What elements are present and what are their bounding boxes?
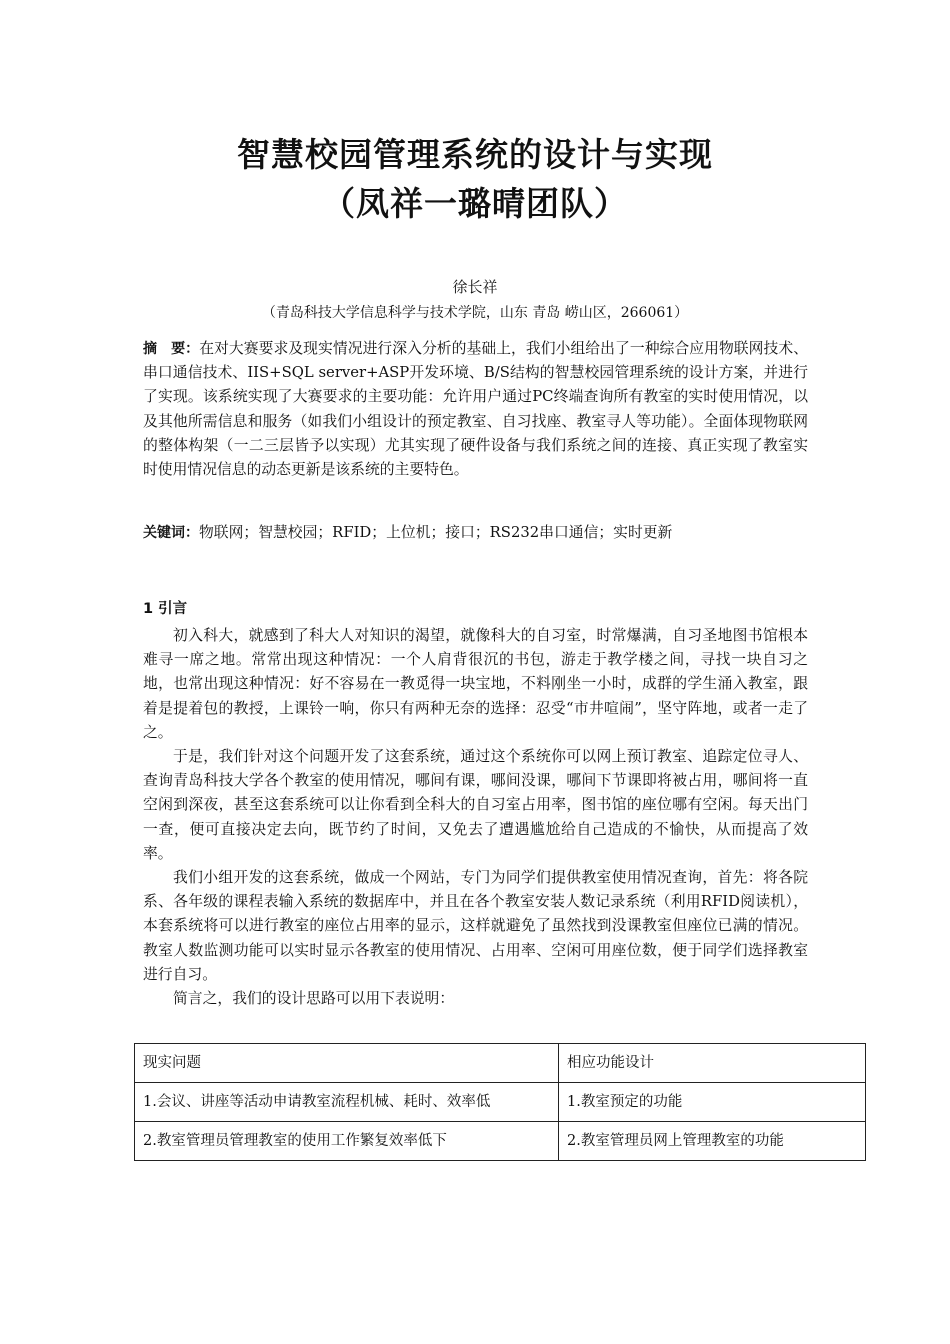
section-heading: 1 引言 [143, 601, 188, 617]
paper-title: 智慧校园管理系统的设计与实现 [237, 135, 713, 174]
table-header-cell: 现实问题 [135, 1044, 559, 1083]
paragraph: 于是，我们针对这个问题开发了这套系统，通过这个系统你可以网上预订教室、追踪定位寻人、查询青岛科技大学各个教室的使用情况，哪间有课，哪间没课，哪间下节课即将被占用，哪间将一直空闲到深夜，甚至这套系统可以让你看到全科大的自习室占用率，图书馆的座位哪有空闲。每天出门一查，便可直接决定去向，既节约了时间，又免去了遭遇尴尬给自己造成的不愉快，从而提高了效率。 [143, 748, 808, 862]
abstract [143, 337, 808, 482]
author-name: 徐长祥 [452, 278, 498, 296]
design-table [134, 1043, 866, 1161]
paper-subtitle: （凤祥一璐晴团队） [322, 184, 628, 223]
table-cell: 2.教室管理员网上管理教室的功能 [559, 1122, 866, 1161]
paragraph: 简言之，我们的设计思路可以用下表说明： [173, 990, 455, 1008]
table-header-cell: 相应功能设计 [559, 1044, 866, 1083]
table-cell: 1.会议、讲座等活动申请教室流程机械、耗时、效率低 [135, 1083, 559, 1122]
table-header-row [135, 1044, 866, 1083]
table-row [135, 1122, 866, 1161]
table-cell: 2.教室管理员管理教室的使用工作繁复效率低下 [135, 1122, 559, 1161]
paragraph: 初入科大，就感到了科大人对知识的渴望，就像科大的自习室，时常爆满，自习圣地图书馆根本难寻一席之地。常常出现这种情况：一个人肩背很沉的书包，游走于教学楼之间，寻找一块自习之地，也常出现这种情况：好不容易在一教觅得一块宝地，不料刚坐一小时，成群的学生涌入教室，跟着是提着包的教授，上课铃一响，你只有两种无奈的选择：忍受“市井喧闹”，坚守阵地，或者一走了之。 [143, 627, 808, 741]
keywords-text: 物联网；智慧校园；RFID；上位机；接口；RS232串口通信；实时更新 [199, 524, 673, 541]
paragraph: 我们小组开发的这套系统，做成一个网站，专门为同学们提供教室使用情况查询，首先：将各院系、各年级的课程表输入系统的数据库中，并且在各个教室安装人数记录系统（利用RFID阅读机），本套系统将可以进行教室的座位占用率的显示，这样就避免了虽然找到没课教室但座位已满的情况。教室人数监测功能可以实时显示各教室的使用情况、占用率、空闲可用座位数，便于同学们选择教室进行自习。 [143, 869, 808, 983]
table-row [135, 1083, 866, 1122]
section-body [143, 624, 808, 1011]
keywords-label: 关键词： [143, 525, 199, 541]
author-affiliation: （青岛科技大学信息科学与技术学院，山东 青岛 崂山区，266061） [261, 305, 689, 321]
table-cell: 1.教室预定的功能 [559, 1083, 866, 1122]
abstract-text: 在对大赛要求及现实情况进行深入分析的基础上，我们小组给出了一种综合应用物联网技术、串口通信技术、IIS+SQL server+ASP开发环境、B/S结构的智慧校园管理系统的设计方案，并进行了实现。该系统实现了大赛要求的主要功能：允许用户通过PC终端查询所有教室的实时使用情况，以及其他所需信息和服务（如我们小组设计的预定教室、自习找座、教室寻人等功能）。全面体现物联网的整体构架（一二三层皆予以实现）尤其实现了硬件设备与我们系统之间的连接、真正实现了教室实时使用情况信息的动态更新是该系统的主要特色。 [143, 340, 808, 479]
abstract-label: 摘 要： [143, 341, 200, 357]
keywords [143, 521, 808, 545]
